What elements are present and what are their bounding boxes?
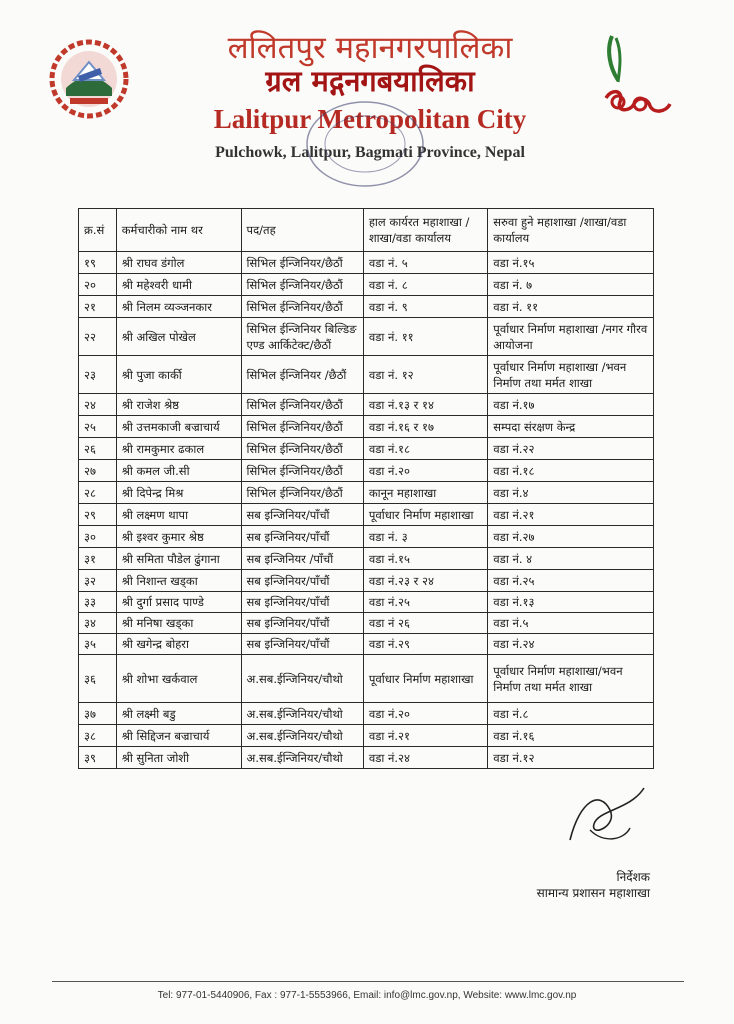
cell-sn: ३५ [79,634,117,655]
title-nepali: ललितपुर महानगरपालिका [227,30,513,66]
cell-sn: २१ [79,296,117,318]
cell-post: सिभिल ईन्जिनियर बिल्डिङ एण्ड आर्किटेक्ट/छैठौं [241,318,363,356]
cell-transfer-office: वडा नं.२४ [488,634,654,655]
cell-transfer-office: वडा नं.२१ [488,504,654,526]
header-transfer-office: सरुवा हुने महाशाखा /शाखा/वडा कार्यालय [488,209,654,252]
cell-sn: ३७ [79,703,117,725]
signatory-office: सामान्य प्रशासन महाशाखा [536,886,650,900]
table-row [79,438,654,460]
cell-post: सब इन्जिनियर /पाँचौं [241,548,363,570]
table-row [79,526,654,548]
cell-name: श्री रामकुमार ढकाल [116,438,241,460]
cell-current-office: वडा नं. ५ [363,252,487,274]
cell-name: श्री अखिल पोखेल [116,318,241,356]
header-sn: क्र.सं [79,209,117,252]
table-row [79,725,654,747]
cell-current-office: वडा नं.२० [363,703,487,725]
cell-sn: ३२ [79,570,117,592]
cell-current-office: वडा नं.१८ [363,438,487,460]
cell-sn: ३० [79,526,117,548]
cell-sn: २० [79,274,117,296]
cell-transfer-office: वडा नं. ७ [488,274,654,296]
cell-current-office: वडा नं.२४ [363,747,487,769]
cell-name: श्री लक्ष्मी बडु [116,703,241,725]
cell-post: सिभिल ईन्जिनियर/छैठौं [241,460,363,482]
signatory-title: निर्देशक [616,870,650,884]
cell-sn: २८ [79,482,117,504]
cell-current-office: वडा नं.२३ र २४ [363,570,487,592]
header-name: कर्मचारीको नाम थर [116,209,241,252]
nepal-emblem-icon [48,38,130,120]
address: Pulchowk, Lalitpur, Bagmati Province, Nepal [215,144,525,161]
cell-transfer-office: वडा नं.१६ [488,725,654,747]
cell-post: अ.सब.ईन्जिनियर/चौथो [241,703,363,725]
cell-transfer-office: पूर्वाधार निर्माण महाशाखा /नगर गौरव आयोजना [488,318,654,356]
cell-post: अ.सब.ईन्जिनियर/चौथो [241,725,363,747]
table-row [79,482,654,504]
cell-transfer-office: वडा नं.१७ [488,394,654,416]
table-row [79,747,654,769]
cell-sn: २४ [79,394,117,416]
cell-transfer-office: वडा नं. ४ [488,548,654,570]
cell-name: श्री लक्ष्मण थापा [116,504,241,526]
cell-name: श्री कमल जी.सी [116,460,241,482]
table-row [79,274,654,296]
table-header-row [79,209,654,252]
letterhead [0,0,734,200]
table-row [79,592,654,613]
cell-name: श्री राघव डंगोल [116,252,241,274]
table-row [79,504,654,526]
cell-post: सिभिल ईन्जिनियर/छैठौं [241,296,363,318]
cell-post: सिभिल ईन्जिनियर/छैठौं [241,252,363,274]
cell-name: श्री राजेश श्रेष्ठ [116,394,241,416]
cell-current-office: वडा नं.२५ [363,592,487,613]
cell-name: श्री महेश्वरी धामी [116,274,241,296]
cell-name: श्री मनिषा खड्का [116,613,241,634]
footer-contact: Tel: 977-01-5440906, Fax : 977-1-5553966, Email: info@lmc.gov.np, Website: www.lmc.gov.np [157,990,577,1001]
cell-transfer-office: वडा नं.१२ [488,747,654,769]
title-nepal-bhasa: ग्रल मद्गनगबयालिका [265,64,475,98]
transfer-table [78,208,654,769]
cell-current-office: वडा नं.१६ र १७ [363,416,487,438]
cell-sn: २३ [79,356,117,394]
cell-name: श्री इश्वर कुमार श्रेष्ठ [116,526,241,548]
cell-current-office: वडा नं. ११ [363,318,487,356]
cell-sn: २६ [79,438,117,460]
cell-current-office: पूर्वाधार निर्माण महाशाखा [363,655,487,703]
cell-current-office: वडा नं.१३ र १४ [363,394,487,416]
cell-sn: ३६ [79,655,117,703]
cell-post: सब इन्जिनियर/पाँचौं [241,592,363,613]
cell-sn: ३१ [79,548,117,570]
cell-post: अ.सब.ईन्जिनियर/चौथो [241,747,363,769]
cell-name: श्री सुनिता जोशी [116,747,241,769]
cell-name: श्री खगेन्द्र बोहरा [116,634,241,655]
table-row [79,356,654,394]
cell-transfer-office: पूर्वाधार निर्माण महाशाखा/भवन निर्माण तथा मर्मत शाखा [488,655,654,703]
cell-sn: ३८ [79,725,117,747]
cell-name: श्री पुजा कार्की [116,356,241,394]
cell-current-office: वडा नं. ३ [363,526,487,548]
table-row [79,634,654,655]
cell-name: श्री उत्तमकाजी बज्राचार्य [116,416,241,438]
table-row [79,318,654,356]
cell-name: श्री समिता पौडेल ढुंगाना [116,548,241,570]
conch-emblem-icon [598,28,676,120]
footer-divider [52,981,684,982]
cell-post: सिभिल ईन्जिनियर/छैठौं [241,416,363,438]
cell-current-office: वडा नं.१५ [363,548,487,570]
cell-sn: १९ [79,252,117,274]
cell-post: सिभिल ईन्जिनियर /छैठौं [241,356,363,394]
cell-transfer-office: वडा नं.२७ [488,526,654,548]
office-stamp-icon [300,96,430,192]
cell-post: सब इन्जिनियर/पाँचौं [241,504,363,526]
cell-name: श्री सिद्दिजन बज्राचार्य [116,725,241,747]
cell-transfer-office: वडा नं.१३ [488,592,654,613]
cell-sn: २७ [79,460,117,482]
cell-transfer-office: वडा नं.५ [488,613,654,634]
header-post: पद/तह [241,209,363,252]
cell-post: सब इन्जिनियर/पाँचौं [241,570,363,592]
cell-transfer-office: वडा नं. ११ [488,296,654,318]
cell-transfer-office: सम्पदा संरक्षण केन्द्र [488,416,654,438]
cell-transfer-office: वडा नं.२५ [488,570,654,592]
table-row [79,296,654,318]
cell-post: सिभिल ईन्जिनियर/छैठौं [241,394,363,416]
signature-mark-icon [560,780,650,860]
cell-name: श्री दुर्गा प्रसाद पाण्डे [116,592,241,613]
cell-post: सिभिल ईन्जिनियर/छैठौं [241,482,363,504]
cell-transfer-office: पूर्वाधार निर्माण महाशाखा /भवन निर्माण तथा मर्मत शाखा [488,356,654,394]
cell-sn: ३३ [79,592,117,613]
table-row [79,703,654,725]
cell-name: श्री शोभा खर्कवाल [116,655,241,703]
table-row [79,416,654,438]
cell-current-office: वडा नं. ९ [363,296,487,318]
cell-current-office: वडा नं.२१ [363,725,487,747]
title-english: Lalitpur Metropolitan City [213,104,527,134]
cell-current-office: वडा नं २६ [363,613,487,634]
cell-post: सिभिल ईन्जिनियर/छैठौं [241,274,363,296]
cell-sn: २९ [79,504,117,526]
cell-name: श्री निशान्त खड्का [116,570,241,592]
cell-name: श्री दिपेन्द्र मिश्र [116,482,241,504]
cell-transfer-office: वडा नं.८ [488,703,654,725]
cell-current-office: कानून महाशाखा [363,482,487,504]
cell-post: अ.सब.ईन्जिनियर/चौथो [241,655,363,703]
cell-current-office: पूर्वाधार निर्माण महाशाखा [363,504,487,526]
cell-name: श्री निलम व्यञ्जनकार [116,296,241,318]
cell-sn: २२ [79,318,117,356]
table-row [79,460,654,482]
table-row [79,613,654,634]
cell-post: सब इन्जिनियर/पाँचौं [241,634,363,655]
cell-current-office: वडा नं.२९ [363,634,487,655]
cell-post: सब इन्जिनियर/पाँचौं [241,613,363,634]
cell-current-office: वडा नं.२० [363,460,487,482]
cell-current-office: वडा नं. १२ [363,356,487,394]
cell-transfer-office: वडा नं.१८ [488,460,654,482]
cell-sn: ३९ [79,747,117,769]
cell-post: सिभिल ईन्जिनियर/छैठौं [241,438,363,460]
cell-transfer-office: वडा नं.२२ [488,438,654,460]
table-row [79,394,654,416]
cell-sn: ३४ [79,613,117,634]
cell-post: सब इन्जिनियर/पाँचौं [241,526,363,548]
table-row [79,570,654,592]
header-current-office: हाल कार्यरत महाशाखा /शाखा/वडा कार्यालय [363,209,487,252]
cell-transfer-office: वडा नं.४ [488,482,654,504]
cell-transfer-office: वडा नं.१५ [488,252,654,274]
cell-current-office: वडा नं. ८ [363,274,487,296]
table-row [79,655,654,703]
cell-sn: २५ [79,416,117,438]
table-row [79,548,654,570]
table-row [79,252,654,274]
